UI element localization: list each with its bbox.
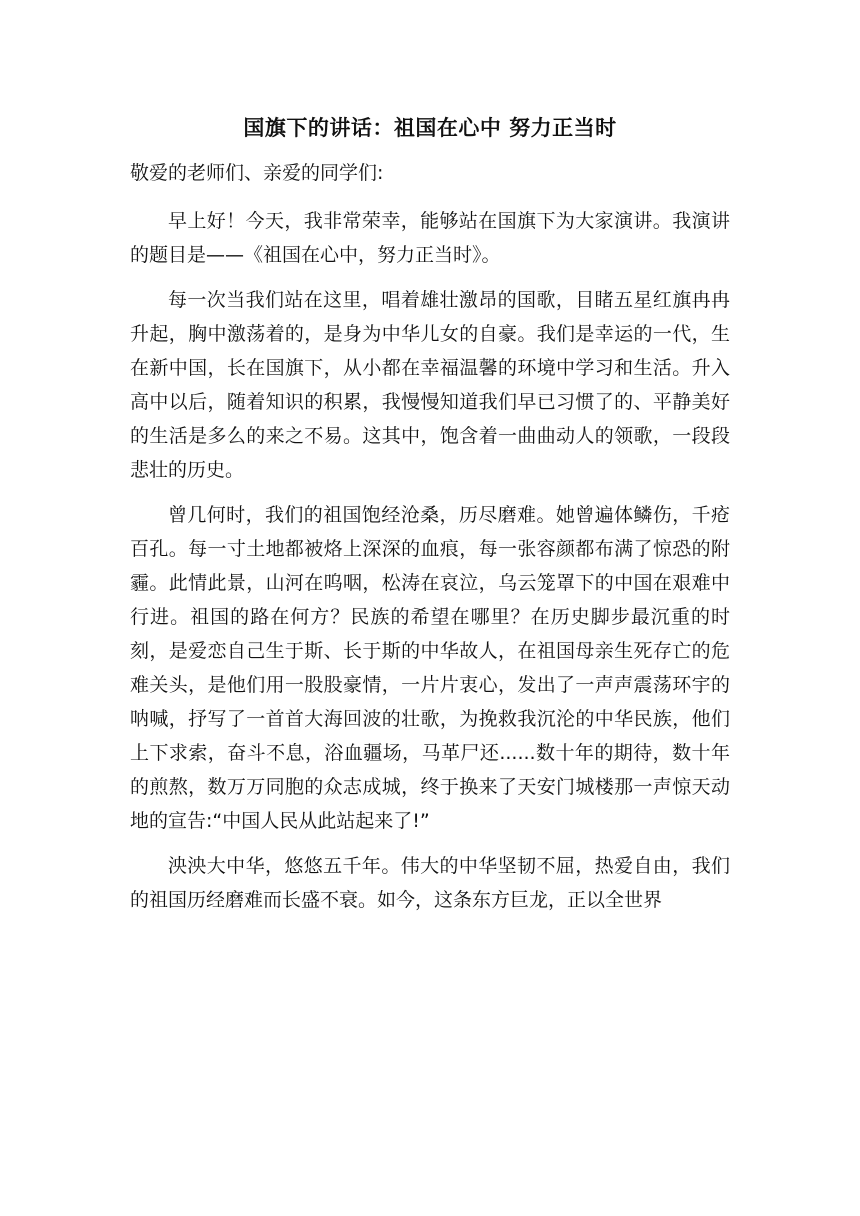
- paragraph-present: 泱泱大中华，悠悠五千年。伟大的中华坚韧不屈，热爱自由，我们的祖国历经磨难而长盛不衰。如今，这条东方巨龙，正以全世界: [130, 855, 730, 911]
- paragraph-anthem: 每一次当我们站在这里，唱着雄壮激昂的国歌，目睹五星红旗冉冉升起，胸中激荡着的，是身为中华儿女的自豪。我们是幸运的一代，生在新中国，长在国旗下，从小都在幸福温馨的环境中学习和生活。升入高中以后，随着知识的积累，我慢慢知道我们早已习惯了的、平静美好的生活是多么的来之不易。这其中，饱含着一曲曲动人的领歌，一段段悲壮的历史。: [130, 289, 730, 481]
- paragraph-opening: 早上好！今天，我非常荣幸，能够站在国旗下为大家演讲。我演讲的题目是——《祖国在心中，努力正当时》。: [130, 210, 730, 266]
- greeting-line: 敬爱的老师们、亲爱的同学们:: [130, 162, 384, 184]
- speech-body: [130, 204, 730, 928]
- document-title: 国旗下的讲话：祖国在心中 努力正当时: [243, 116, 617, 140]
- paragraph-history: 曾几何时，我们的祖国饱经沧桑，历尽磨难。她曾遍体鳞伤，千疮百孔。每一寸土地都被烙上深深的血痕，每一张容颜都布满了惊恐的附霾。此情此景，山河在呜咽，松涛在哀泣，乌云笼罩下的中国在艰难中行进。祖国的路在何方？民族的希望在哪里？在历史脚步最沉重的时刻，是爱恋自己生于斯、长于斯的中华故人，在祖国母亲生死存亡的危难关头，是他们用一股股豪情，一片片衷心，发出了一声声震荡环宇的呐喊，抒写了一首首大海回波的壮歌，为挽救我沉沦的中华民族，他们上下求索，奋斗不息，浴血疆场，马革尸还......数十年的期待，数十年的煎熬，数万万同胞的众志成城，终于换来了天安门城楼那一声惊天动地的宣告:“中国人民从此站起来了!”: [130, 504, 730, 832]
